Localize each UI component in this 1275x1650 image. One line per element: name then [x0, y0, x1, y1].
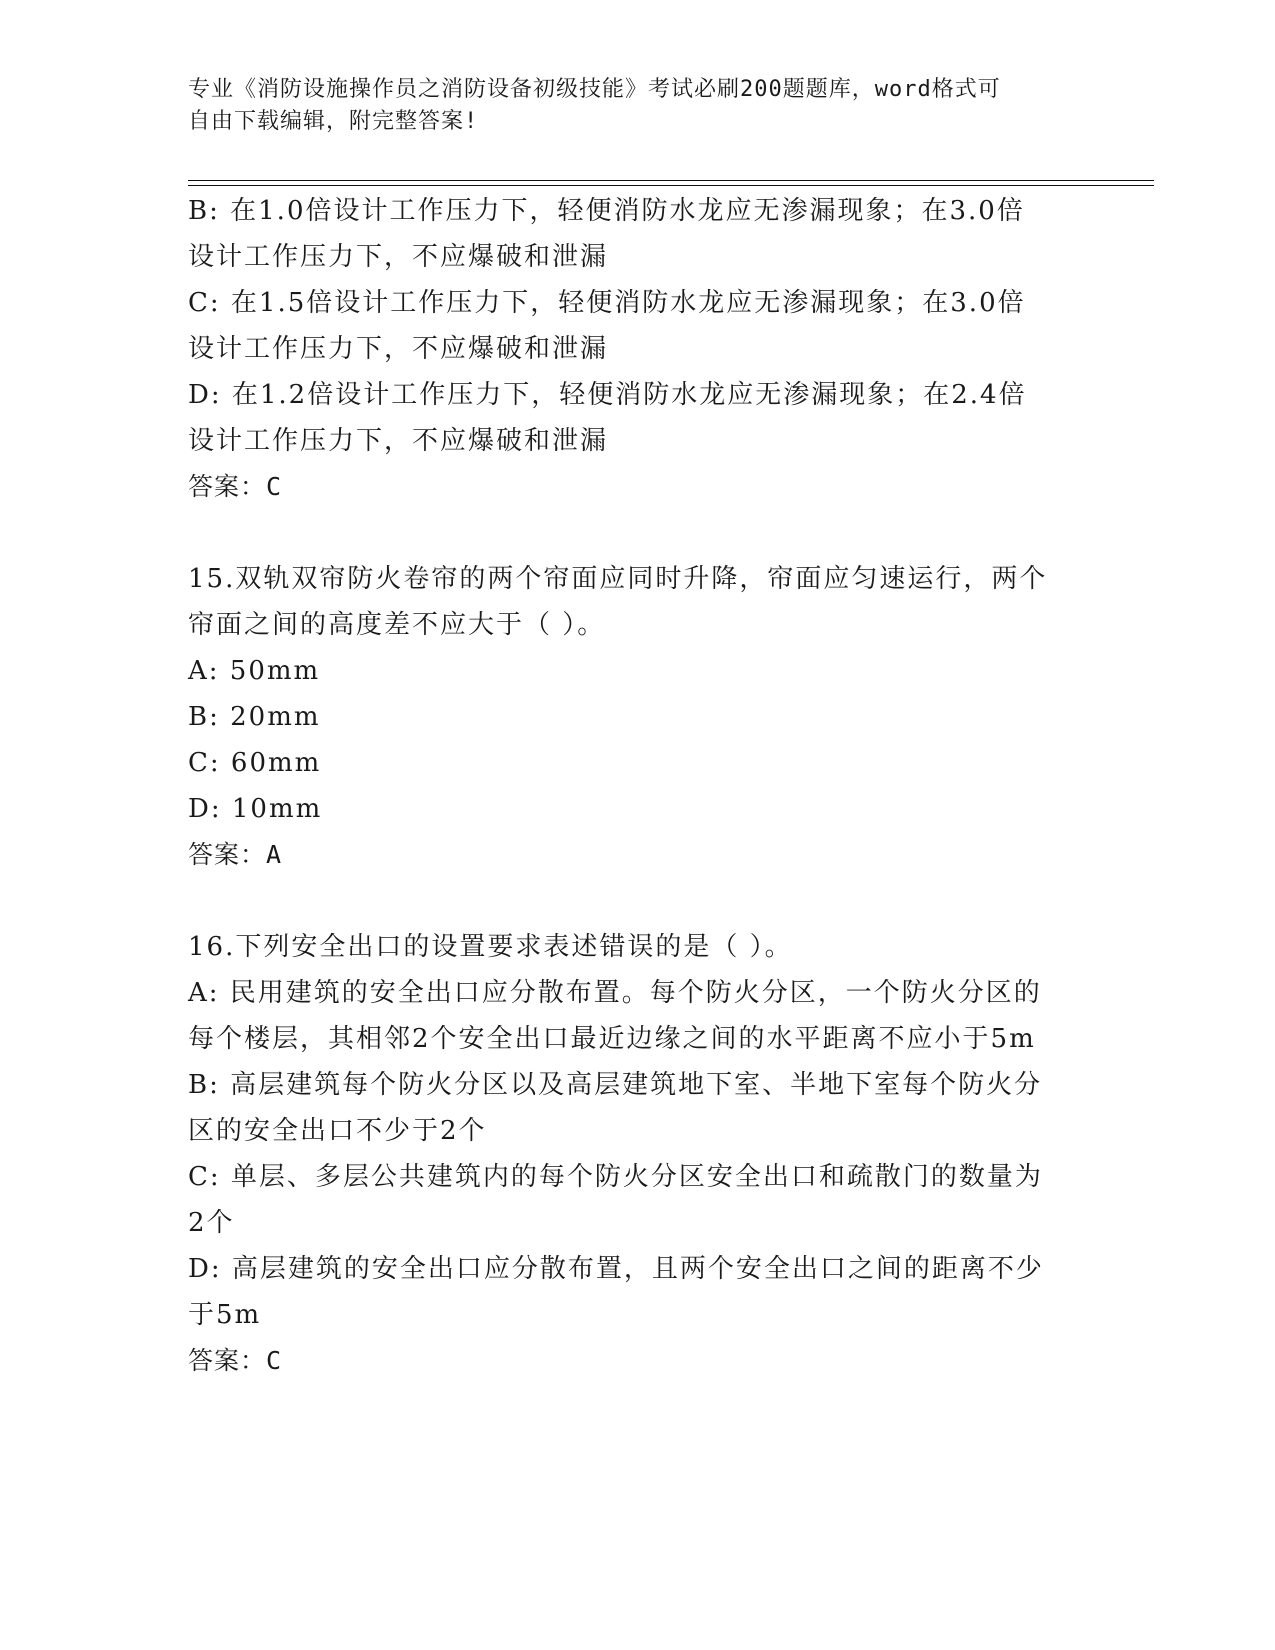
- q16-option-d-line-1: D: 高层建筑的安全出口应分散布置，且两个安全出口之间的距离不少: [188, 1254, 1044, 1284]
- q14-option-b-line-2: 设计工作压力下，不应爆破和泄漏: [188, 242, 609, 272]
- spacer: [188, 510, 1068, 556]
- header-line-1: 专业《消防设施操作员之消防设备初级技能》考试必刷200题题库，word格式可: [188, 77, 1001, 102]
- header-divider-top: [188, 180, 1154, 181]
- question-16: [188, 924, 1068, 1384]
- q15-answer: 答案：A: [188, 840, 283, 869]
- q16-option-b-line-2: 区的安全出口不少于2个: [188, 1116, 487, 1146]
- question-15: [188, 556, 1068, 878]
- q16-answer: 答案：C: [188, 1346, 283, 1375]
- page-header: [188, 74, 1068, 138]
- document-body: [188, 188, 1068, 1384]
- q15-stem-line-1: 15.双轨双帘防火卷帘的两个帘面应同时升降，帘面应匀速运行，两个: [188, 564, 1048, 594]
- q14-answer: 答案：C: [188, 472, 283, 501]
- q16-option-d-line-2: 于5m: [188, 1300, 262, 1330]
- q14-option-d-line-2: 设计工作压力下，不应爆破和泄漏: [188, 426, 609, 456]
- q16-option-c-line-1: C: 单层、多层公共建筑内的每个防火分区安全出口和疏散门的数量为: [188, 1162, 1043, 1192]
- q16-stem: 16.下列安全出口的设置要求表述错误的是（ ）。: [188, 932, 793, 962]
- q15-option-a: A: 50mm: [188, 656, 321, 686]
- q14-option-b-line-1: B: 在1.0倍设计工作压力下，轻便消防水龙应无渗漏现象；在3.0倍: [188, 196, 1025, 226]
- q16-option-a-line-1: A: 民用建筑的安全出口应分散布置。每个防火分区，一个防火分区的: [188, 978, 1042, 1008]
- q14-option-d-line-1: D: 在1.2倍设计工作压力下，轻便消防水龙应无渗漏现象；在2.4倍: [188, 380, 1027, 410]
- q15-option-d: D: 10mm: [188, 794, 323, 824]
- q15-stem-line-2: 帘面之间的高度差不应大于（ ）。: [188, 610, 606, 640]
- q16-option-b-line-1: B: 高层建筑每个防火分区以及高层建筑地下室、半地下室每个防火分: [188, 1070, 1043, 1100]
- q16-option-c-line-2: 2个: [188, 1208, 235, 1238]
- header-divider-bottom: [188, 185, 1154, 186]
- q15-option-c: C: 60mm: [188, 748, 322, 778]
- q14-option-c-line-2: 设计工作压力下，不应爆破和泄漏: [188, 334, 609, 364]
- q16-option-a-line-2: 每个楼层，其相邻2个安全出口最近边缘之间的水平距离不应小于5m: [188, 1024, 1036, 1054]
- q14-option-c-line-1: C: 在1.5倍设计工作压力下，轻便消防水龙应无渗漏现象；在3.0倍: [188, 288, 1026, 318]
- header-line-2: 自由下载编辑，附完整答案!: [188, 109, 479, 134]
- question-14-tail: [188, 188, 1068, 510]
- spacer: [188, 878, 1068, 924]
- q15-option-b: B: 20mm: [188, 702, 321, 732]
